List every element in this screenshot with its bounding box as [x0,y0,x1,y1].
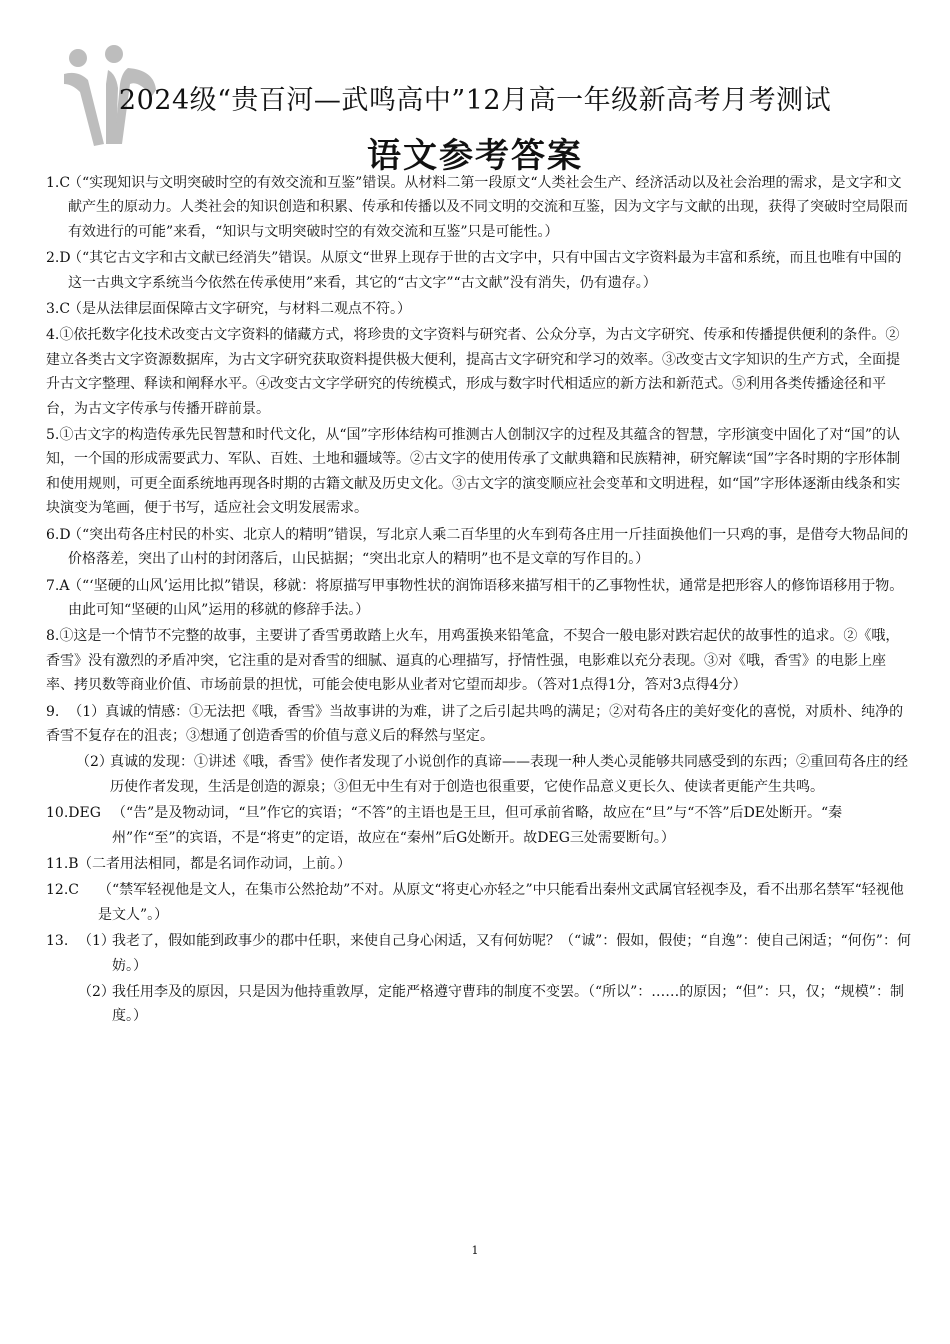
answer-text: （“禁军轻视他是文人，在集市公然抢劫”不对。从原文“将吏心亦轻之”中只能看出秦州文武属官轻视李及，看不出那名禁军“轻视他是文人”。） [98,882,904,923]
answer-item-13b [46,980,912,1029]
page-number: 1 [471,1244,479,1257]
answer-number: 6.D [46,526,71,543]
answer-item-11 [46,852,912,876]
answer-item-12 [46,878,912,927]
answer-text: ①古文字的构造传承先民智慧和时代文化，从“国”字形体结构可推测古人创制汉字的过程及其蕴含的智慧，字形演变中固化了对“国”的认知，一个国的形成需要武力、军队、百姓、土地和疆域等。②古文字的使用传承了文献典籍和民族精神，研究解读“国”字各时期的字形体制和使用规则，可更全面系统地再现各时期的古籍文献及历史文化。③古文字的演变顺应社会变革和文明进程，如“国”字形体逐渐由线条和实块演变为笔画，便于书写，适应社会文明发展需求。 [46,427,901,517]
answer-item-2 [46,246,912,295]
sub-label: （1） [78,933,115,950]
answer-text: 我任用李及的原因，只是因为他持重敦厚，定能严格遵守曹玮的制度不变罢。（“所以”：……的原因；“但”：只，仅；“规模”：制度。） [112,984,904,1025]
answer-item-8 [46,624,912,697]
answer-text: （“实现知识与文明突破时空的有效交流和互鉴”错误。从材料二第一段原文“人类社会生产、经济活动以及社会治理的需求，是文字和文献产生的原动力。人类社会的知识创造和积累、传承和传播以及不同文明的交流和互鉴，因为文字与文献的出现，获得了突破时空局限而有效进行的可能”来看，“知识与文明突破时空的有效交流和互鉴”只是可能性。） [68,175,908,240]
answer-text: ①这是一个情节不完整的故事，主要讲了香雪勇敢踏上火车，用鸡蛋换来铅笔盒，不契合一般电影对跌宕起伏的故事性的追求。②《哦，香雪》没有激烈的矛盾冲突，它注重的是对香雪的细腻、逼真的心理描写，抒情性强，电影难以充分表现。③对《哦，香雪》的电影上座率、拷贝数等商业价值、市场前景的担忧，可能会使电影从业者对它望而却步。（答对1点得1分，答对3点得4分） [46,628,900,694]
answer-number: 3.C [46,301,71,318]
answer-item-6 [46,523,912,572]
page-title: 2024级“贵百河—武鸣高中”12月高一年级新高考月考测试 [118,85,832,116]
answer-number: 13. [46,933,69,950]
answer-item-5 [46,423,912,521]
answer-number: 11.B [46,855,79,872]
answer-number: 1.C [46,175,71,191]
answer-number: 7.A [46,577,70,594]
answer-text: （是从法律层面保障古文字研究，与材料二观点不符。） [68,301,411,318]
answer-item-10 [46,801,912,850]
sub-label: （1） [68,703,106,720]
answer-text: （“告”是及物动词，“旦”作它的宾语；“不答”的主语也是王旦，但可承前省略，故应在“旦”与“不答”后DE处断开。“秦州”作“至”的宾语，不是“将吏”的定语，故应在“秦州”后G处断开。故DEG三处需要断句。） [112,805,843,846]
page-subtitle: 语文参考答案 [367,136,583,176]
answer-text: ①依托数字化技术改变古文字资料的储藏方式，将珍贵的文字资料与研究者、公众分享，为古文字研究、传承和传播提供便利的条件。②建立各类古文字资源数据库，为古文字研究获取资料提供极大便利，提高古文字研究和学习的效率。③改变古文字知识的生产方式，全面提升古文字整理、释读和阐释水平。④改变古文字学研究的传统模式，形成与数字时代相适应的新方法和新范式。⑤利用各类传播途径和平台，为古文字传承与传播开辟前景。 [46,327,900,417]
sub-label: （2） [76,754,113,771]
answer-number: 12.C [46,882,79,899]
answer-item-7 [46,574,912,623]
sub-label: （2） [78,984,115,1000]
answer-number: 8. [46,628,60,645]
answer-text: 真诚的发现：①讲述《哦，香雪》使作者发现了小说创作的真谛——表现一种人类心灵能够共同感受到的东西；②重回苟各庄的经历使作者发现，生活是创造的源泉；③但无中生有对于创造也很重要，它使作品意义更长久、使读者更能产生共鸣。 [110,754,908,795]
answer-text: （“其它古文字和古文献已经消失”错误。从原文“世界上现存于世的古文字中，只有中国古文字资料最为丰富和系统，而且也唯有中国的这一古典文字系统当今依然在传承使用”来看，其它的“古文字”“古文献”没有消失，仍有遗存。） [68,250,902,291]
answer-item-1 [46,171,912,244]
answer-number: 5. [46,427,60,444]
answer-text: 真诚的情感：①无法把《哦，香雪》当故事讲的为难，讲了之后引起共鸣的满足；②对苟各庄的美好变化的喜悦，对质朴、纯净的香雪不复存在的沮丧；③想通了创造香雪的价值与意义后的释然与坚定。 [46,703,904,744]
answer-item-3 [46,297,912,321]
answer-number: 9. [46,703,60,720]
answer-item-9b [46,750,912,799]
answer-item-4 [46,323,912,421]
answer-number: 4. [46,327,60,344]
answer-number: 2.D [46,250,71,267]
answer-number: 10.DEG [46,805,101,822]
answer-text: （“突出苟各庄村民的朴实、北京人的精明”错误，写北京人乘二百华里的火车到苟各庄用一斤挂面换他们一只鸡的事，是借夸大物品间的价格落差，突出了山村的封闭落后，山民掂据；“突出北京人的精明”也不是文章的写作目的。） [68,526,909,568]
answer-list [46,171,912,1031]
answer-text: （“‘坚硬的山风’运用比拟”错误，移就：将原描写甲事物性状的润饰语移来描写相干的乙事物性状，通常是把形容人的修饰语移用于物。由此可知“坚硬的山风”运用的移就的修辞手法。） [68,577,904,618]
answer-text: 我老了，假如能到政事少的郡中任职，来使自己身心闲适，又有何妨呢？（“诚”：假如，假使；“自逸”：使自己闲适；“何伤”：何妨。） [112,933,911,974]
answer-text: （二者用法相同，都是名词作动词，上前。） [78,855,351,872]
answer-item-13a [46,929,912,978]
answer-item-9a [46,700,912,749]
